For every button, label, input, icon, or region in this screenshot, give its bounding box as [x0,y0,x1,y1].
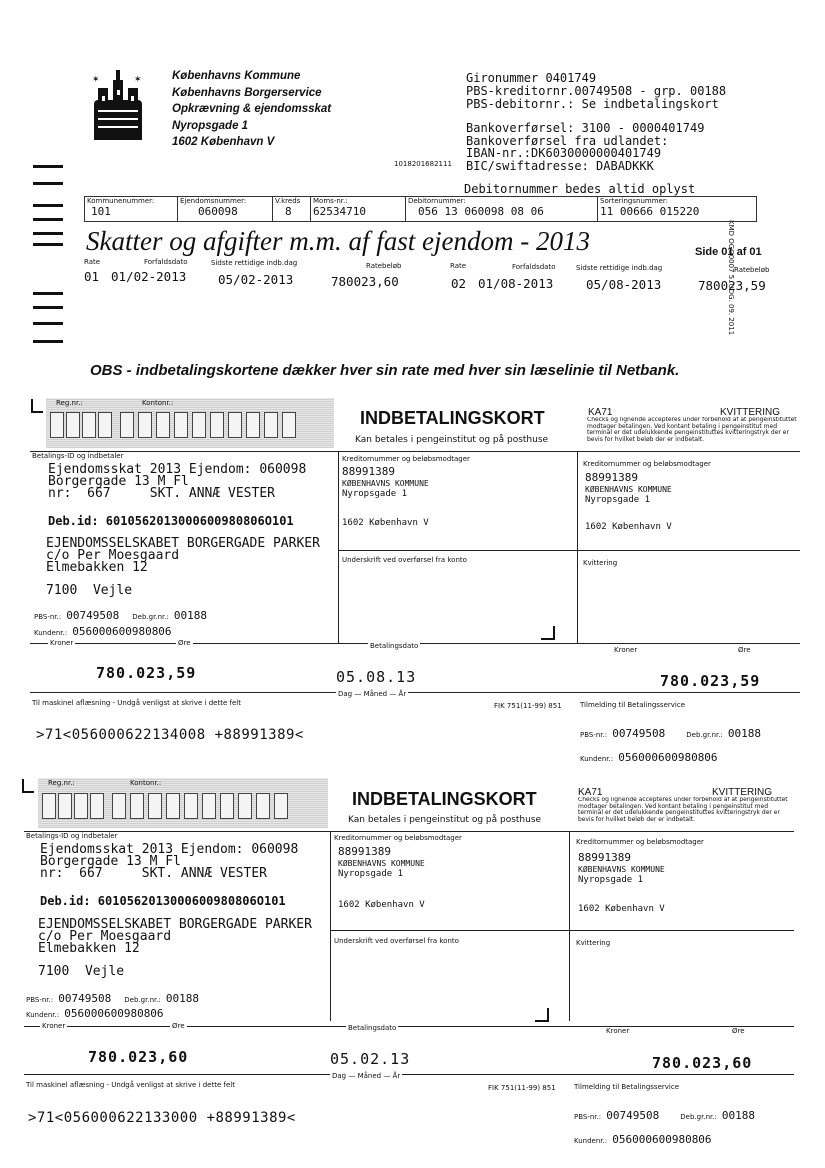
kreditor-line: 88991389 [585,471,638,484]
sort-value: 11 00666 015220 [600,205,700,218]
fik-code: FIK 751(11-99) 851 [488,1084,556,1092]
amount-header: Ratebeløb [734,266,770,274]
ore-label: Øre [732,1027,745,1035]
vkreds-value: 8 [285,205,292,218]
card-title: INDBETALINGSKORT [360,408,545,428]
last-header: Sidste rettidige indb.dag [211,259,298,267]
small-code: 1018201682111 [394,160,452,168]
main-title: Skatter og afgifter m.m. af fast ejendom - 2013 [86,226,590,256]
owner-line: c/o Per Moesgaard [38,929,172,944]
reg-digit-box[interactable] [58,793,72,819]
payer-line: nr: 667 SKT. ANNÆ VESTER [40,866,267,881]
konto-digit-box[interactable] [166,793,180,819]
konto-digit-box[interactable] [202,793,216,819]
side-code: KMD OGO0007 5. UDG. 09. 2011 [727,220,735,336]
kunde-value: 056000600980806 [64,1007,164,1020]
org-line: Opkrævning & ejendomsskat [172,103,332,115]
divider [330,930,794,931]
debid: Deb.id: 6010562013000600980806O101 [40,894,286,908]
konto-digit-box[interactable] [130,793,144,819]
konto-digit-box[interactable] [238,793,252,819]
debgr-label: Deb.gr.nr.: [132,613,169,621]
kunde-value: 056000600980806 [72,625,172,638]
divider [330,831,331,1021]
kreditor-line: KØBENHAVNS KOMMUNE [342,478,429,488]
kreditor-line: KØBENHAVNS KOMMUNE [578,864,665,874]
kreditor-city: 1602 København V [578,904,665,914]
ka-text: Checks og lignende accepteres under forbehold af at pengeinstituttet modtager betalingen. Ved kontant betaling i pengeinstitut med terminal er det udelukkende pengeinstituttes kvitteringstryk der er bevis for hvilket beløb der er indbetalt. [587,417,797,443]
card-title: INDBETALINGSKORT [352,789,537,809]
city: 7100 Vejle [46,583,133,598]
city: 7100 Vejle [38,964,125,979]
konto-digit-box[interactable] [184,793,198,819]
debgr-value: 00188 [165,992,200,1005]
payer-line: nr: 667 SKT. ANNÆ VESTER [48,486,275,501]
card-subtitle: Kan betales i pengeinstitut og på posthuse [348,815,542,825]
kvittering-label: Kvittering [576,939,611,947]
kreditor-line: Nyropsgade 1 [338,869,404,879]
ore-label: Øre [178,639,191,647]
pbs-label: PBS-nr.: [34,613,62,621]
debgr-value: 00188 [721,1109,756,1122]
kreditor-line: 88991389 [578,851,631,864]
konto-label: Kontonr.: [130,779,162,787]
pbs-label: PBS-nr.: [26,996,54,1004]
pbs-value: 00749508 [66,609,120,622]
kunde-value: 056000600980806 [618,751,718,764]
moms-label: Moms-nr.: [313,197,348,205]
kreditor-line: 88991389 [342,465,395,478]
amount[interactable]: 780.023,60 [88,1048,189,1066]
bank-line: Bankoverførsel fra udlandet: [466,133,669,148]
rate-header: Rate [84,258,101,266]
corner-mark [22,779,24,793]
kvittering-title: KVITTERING [712,787,773,798]
divider [569,831,570,1021]
org-line: 1602 København V [172,136,275,148]
date-sub-label: Dag — Måned — År [338,690,407,698]
signature-area[interactable] [334,946,564,1006]
owner-line: Elmebakken 12 [46,560,148,575]
owner-info [38,919,312,955]
fik-code: FIK 751(11-99) 851 [494,702,562,710]
corner-mark [547,1008,549,1022]
bank-line: IBAN-nr.:DK6030000000401749 [466,146,662,160]
moms-value: 62534710 [313,205,366,218]
amount-header: Ratebeløb [366,262,402,270]
payer-info [40,844,298,880]
rate-value: 02 [451,276,467,291]
kunde-row-receipt [574,1128,712,1147]
kreditor-label: Kreditornummer og beløbsmodtager [334,834,462,842]
debitor-note: Debitornummer bedes altid oplyst [464,182,696,196]
kommune-label: Kommunenummer: [87,197,155,205]
pbs-row-receipt [574,1104,755,1123]
pbs-value: 00749508 [58,992,112,1005]
maskinel-note: Til maskinel aflæsning - Undgå venligst at skrive i dette felt [26,1081,235,1089]
owner-line: Elmebakken 12 [38,941,140,956]
pbs-value: 00749508 [606,1109,660,1122]
kvittering-label: Kvittering [583,559,618,567]
kvittering-title: KVITTERING [720,407,781,418]
kunde-label: Kundenr.: [580,755,614,763]
konto-digit-box[interactable] [274,793,288,819]
ejendom-value: 060098 [198,205,238,218]
due-header: Forfaldsdato [512,263,556,271]
kunde-row [26,1002,164,1021]
konto-digit-box[interactable] [220,793,234,819]
ocr-line: >71<056000622133000 +88991389< [28,1110,296,1126]
debgr-label: Deb.gr.nr.: [124,996,161,1004]
debgr-label: Deb.gr.nr.: [680,1113,717,1121]
divider [24,1026,794,1027]
kroner-label: Kroner [42,1022,66,1030]
giro-line: PBS-debitornr.: Se indbetalingskort [466,97,719,111]
pbs-value: 00749508 [612,727,666,740]
amount-value: 780023,59 [698,278,766,293]
kunde-label: Kundenr.: [26,1011,60,1019]
reg-label: Reg.nr.: [48,779,75,787]
reg-digit-box[interactable] [74,793,88,819]
svg-text:✶: ✶ [134,75,142,85]
tilmelding-label: Tilmelding til Betalingsservice [574,1083,680,1091]
kunde-label: Kundenr.: [34,629,68,637]
kreditor-label: Kreditornummer og beløbsmodtager [576,838,704,846]
giro-line: Gironummer 0401749 [466,71,597,85]
rate-header: Rate [450,262,467,270]
bank-line: BIC/swiftadresse: DABADKKK [466,158,654,173]
date-sub-label: Dag — Måned — År [332,1072,401,1080]
konto-digit-box[interactable] [148,793,162,819]
ocr-line: >71<056000622134008 +88991389< [36,727,304,743]
kommune-value: 101 [91,205,111,218]
debitor-label: Debitornummer: [408,197,466,205]
reg-label: Reg.nr.: [56,399,83,407]
kreditor-line: KØBENHAVNS KOMMUNE [338,858,425,868]
debgr-value: 00188 [173,609,208,622]
debid: Deb.id: 6010562013000600980806O101 [48,514,294,528]
kroner-label: Kroner [50,639,74,647]
org-line: Københavns Borgerservice [172,86,322,99]
ore-label: Øre [172,1022,185,1030]
kroner-label: Kroner [614,646,638,654]
bank-line: Bankoverførsel: 3100 - 0000401749 [466,121,705,135]
payer-line: Borgergade 13 M Fl [40,854,181,869]
payer-line: Borgergade 13 M Fl [48,474,189,489]
konto-digit-box[interactable] [112,793,126,819]
ka-text: Checks og lignende accepteres under forbehold af at pengeinstituttet modtager betalingen. Ved kontant betaling i pengeinstitut med terminal er det udelukkende pengeinstituttes kvitteringstryk der er bevis for hvilket beløb der er indbetalt. [578,797,788,823]
betalingsdato-label: Betalingsdato [348,1024,397,1032]
ejendom-label: Ejendomsnummer: [180,197,247,205]
org-line: Københavns Kommune [172,70,301,82]
kreditor-line: KØBENHAVNS KOMMUNE [585,484,672,494]
page-label: Side 01 af 01 [695,246,762,258]
obs-text: OBS - indbetalingskortene dækker hver sin rate med hver sin læselinie til Netbank. [90,362,680,379]
konto-digit-box[interactable] [256,793,270,819]
amount-receipt[interactable]: 780.023,60 [652,1054,753,1072]
kreditor-line: Nyropsgade 1 [342,489,408,499]
ka-code: KA71 [578,787,603,798]
rate-value: 01 [84,269,100,284]
betalingsdato-label: Betalingsdato [370,642,419,650]
pbs-label: PBS-nr.: [574,1113,602,1121]
underskrift-label: Underskrift ved overførsel fra konto [334,937,459,945]
kreditor-label: Kreditornummer og beløbsmodtager [583,460,711,468]
kreditor-info [338,846,425,881]
vkreds-label: V.kreds [275,197,301,205]
amount-value: 780023,60 [331,274,399,289]
betalings-label: Betalings-ID og indbetaler [32,452,124,460]
kreditor-city: 1602 København V [585,522,672,532]
divider [24,831,794,832]
org-line: Nyropsgade 1 [172,119,249,132]
debitor-value: 056 13 060098 08 06 [418,205,544,218]
svg-text:✶: ✶ [92,75,100,85]
amount-receipt[interactable]: 780.023,59 [660,672,761,690]
betalings-label: Betalings-ID og indbetaler [26,832,118,840]
ka-code: KA71 [588,407,613,418]
card-subtitle: Kan betales i pengeinstitut og på posthuse [355,435,549,445]
kreditor-line: Nyropsgade 1 [578,875,644,885]
konto-label: Kontonr.: [142,399,174,407]
kreditor-line: 88991389 [338,845,391,858]
due-value: 01/02-2013 [111,269,187,284]
last-value: 05/02-2013 [218,272,294,287]
due-header: Forfaldsdato [144,258,188,266]
tilmelding-label: Tilmelding til Betalingsservice [580,701,686,709]
kreditor-info-receipt [578,852,665,887]
ore-label: Øre [738,646,751,654]
maskinel-note: Til maskinel aflæsning - Undgå venligst at skrive i dette felt [32,699,241,707]
last-value: 05/08-2013 [586,277,662,292]
debgr-value: 00188 [727,727,762,740]
kreditor-line: Nyropsgade 1 [585,495,651,505]
due-value: 01/08-2013 [478,276,554,291]
underskrift-label: Underskrift ved overførsel fra konto [342,556,467,564]
kreditor-label: Kreditornummer og beløbsmodtager [342,455,470,463]
kunde-label: Kundenr.: [574,1137,608,1145]
owner-line: EJENDOMSSELSKABET BORGERGADE PARKER [46,536,320,551]
sort-label: Sorteringsnummer: [600,197,668,205]
kreditor-city: 1602 København V [342,518,429,528]
kreditor-city: 1602 København V [338,900,425,910]
payer-line: Ejendomsskat 2013 Ejendom: 060098 [40,842,299,857]
kunde-value: 056000600980806 [612,1133,712,1146]
debgr-label: Deb.gr.nr.: [686,731,723,739]
reg-digit-box[interactable] [42,793,56,819]
last-header: Sidste rettidige indb.dag [576,264,663,272]
divider [24,1074,794,1075]
amount[interactable]: 780.023,59 [96,664,197,682]
kroner-label: Kroner [606,1027,630,1035]
pay-date[interactable]: 05.02.13 [330,1050,411,1068]
pay-date[interactable]: 05.08.13 [336,668,417,686]
pbs-label: PBS-nr.: [580,731,608,739]
reg-digit-box[interactable] [90,793,104,819]
payer-line: Ejendomsskat 2013 Ejendom: 060098 [48,462,307,477]
owner-line: c/o Per Moesgaard [46,548,180,563]
owner-line: EJENDOMSSELSKABET BORGERGADE PARKER [38,917,312,932]
giro-line: PBS-kreditornr.00749508 - grp. 00188 [466,84,727,98]
